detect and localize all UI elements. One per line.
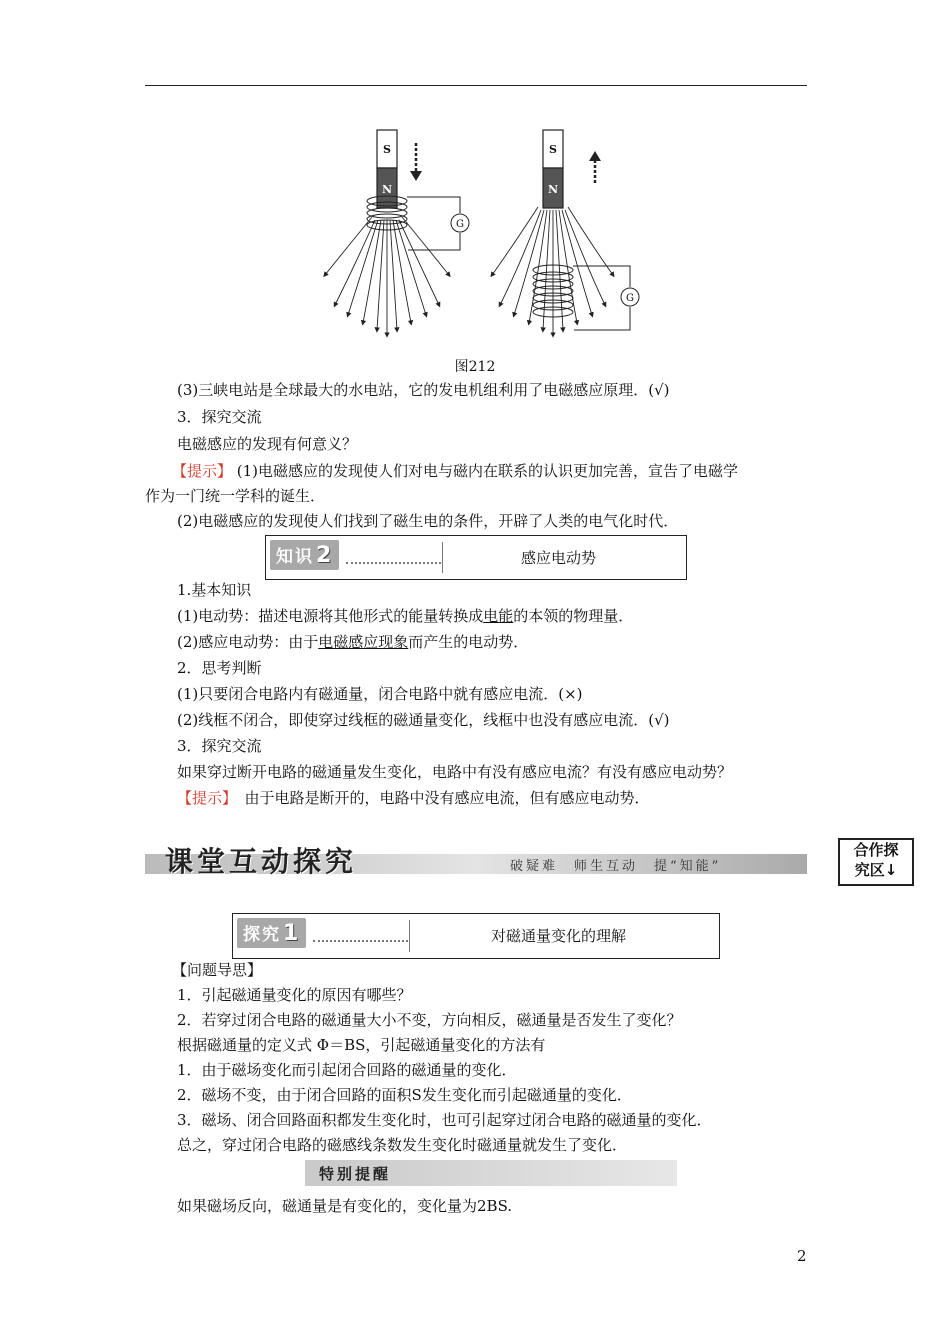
explore-heading: 3．探究交流 (177, 408, 262, 426)
tag-dotted-line (346, 562, 441, 564)
induced-emf-definition: (2)感应电动势：由于电磁感应现象而产生的电动势． (177, 633, 529, 651)
right-magnet-s: S (549, 143, 557, 156)
explore-title: 对磁通量变化的理解 (491, 927, 627, 945)
induction-figure (320, 125, 650, 345)
basic-heading: 1.基本知识 (177, 581, 252, 599)
class-interaction-banner (145, 840, 807, 878)
guide-question-1: 1．引起磁通量变化的原因有哪些？ (177, 986, 412, 1004)
magnet-coil-diagram (320, 125, 650, 345)
right-galvanometer-label: G (626, 293, 634, 304)
hint-label-2: 【提示】 (177, 789, 230, 807)
special-reminder-text: 如果磁场反向，磁通量是有变化的，变化量为2BS. (177, 1197, 513, 1215)
special-reminder-label: 特别提醒 (319, 1165, 392, 1183)
emf-blank: 电能 (483, 607, 514, 625)
hint-text-2: (2)电磁感应的发现使人们找到了磁生电的条件，开辟了人类的电气化时代． (177, 512, 679, 530)
figure-caption: 图212 (454, 359, 496, 375)
explore-question-2: 如果穿过断开电路的磁通量发生变化，电路中有没有感应电流？有没有感应电动势？ (177, 763, 733, 781)
method-intro: 根据磁通量的定义式 Φ＝BS，引起磁通量变化的方法有 (177, 1036, 546, 1054)
hint-text-1: (1)电磁感应的发现使人们对电与磁内在联系的认识更加完善，宣告了电磁学 (232, 462, 739, 480)
explore-divider (409, 920, 410, 952)
page-number: 2 (797, 1247, 807, 1265)
left-magnet-s: S (383, 143, 391, 156)
hint-label: 【提示】 (172, 462, 233, 480)
guide-heading: 【问题导思】 (172, 961, 263, 979)
header-rule (145, 85, 807, 86)
judge-heading: 2．思考判断 (177, 659, 262, 677)
right-magnet-n: N (547, 183, 559, 196)
explore-question: 电磁感应的发现有何意义？ (177, 435, 358, 453)
left-magnet-n: N (381, 183, 393, 196)
hint-paragraph-2: 【提示】 由于电路是断开的，电路中没有感应电流，但有感应电动势． (177, 789, 650, 807)
judge-item-3: (3)三峡电站是全球最大的水电站，它的发电机组利用了电磁感应原理．(√) (177, 381, 670, 399)
method-1: 1．由于磁场变化而引起闭合回路的磁通量的变化． (177, 1061, 517, 1079)
method-2: 2．磁场不变，由于闭合回路的面积S发生变化而引起磁通量的变化． (177, 1086, 632, 1104)
knowledge-tag: 知识2 (270, 540, 339, 570)
explore-box-1 (232, 913, 720, 959)
knowledge-title: 感应电动势 (521, 549, 597, 567)
knowledge-box-2 (265, 535, 687, 580)
guide-question-2: 2．若穿过闭合电路的磁通量大小不变，方向相反，磁通量是否发生了变化？ (177, 1011, 682, 1029)
emf-definition: (1)电动势：描述电源将其他形式的能量转换成电能的本领的物理量． (177, 607, 634, 625)
hint-text-1-cont: 作为一门统一学科的诞生． (145, 487, 326, 505)
judge-item-1: (1)只要闭合电路内有磁通量，闭合电路中就有感应电流．(×) (177, 685, 583, 703)
explore-tag: 探究1 (237, 918, 306, 948)
explore-dotted-line (313, 940, 408, 942)
cooperation-zone-badge: 合作探 究区↓ (838, 838, 914, 886)
summary: 总之，穿过闭合电路的磁感线条数发生变化时磁通量就发生了变化． (177, 1136, 628, 1154)
special-reminder-bar (305, 1160, 677, 1186)
explore-heading-2: 3．探究交流 (177, 737, 262, 755)
banner-title: 课堂互动探究 (165, 845, 358, 878)
judge-item-2: (2)线框不闭合，即使穿过线框的磁通量变化，线框中也没有感应电流．(√) (177, 711, 670, 729)
method-3: 3．磁场、闭合回路面积都发生变化时，也可引起穿过闭合电路的磁通量的变化． (177, 1111, 712, 1129)
hint-paragraph (172, 461, 738, 481)
left-galvanometer-label: G (456, 219, 464, 230)
box-divider (442, 542, 443, 573)
banner-subtitle: 破疑难 师生互动 提“知能” (510, 859, 722, 874)
induced-blank: 电磁感应现象 (318, 633, 409, 651)
